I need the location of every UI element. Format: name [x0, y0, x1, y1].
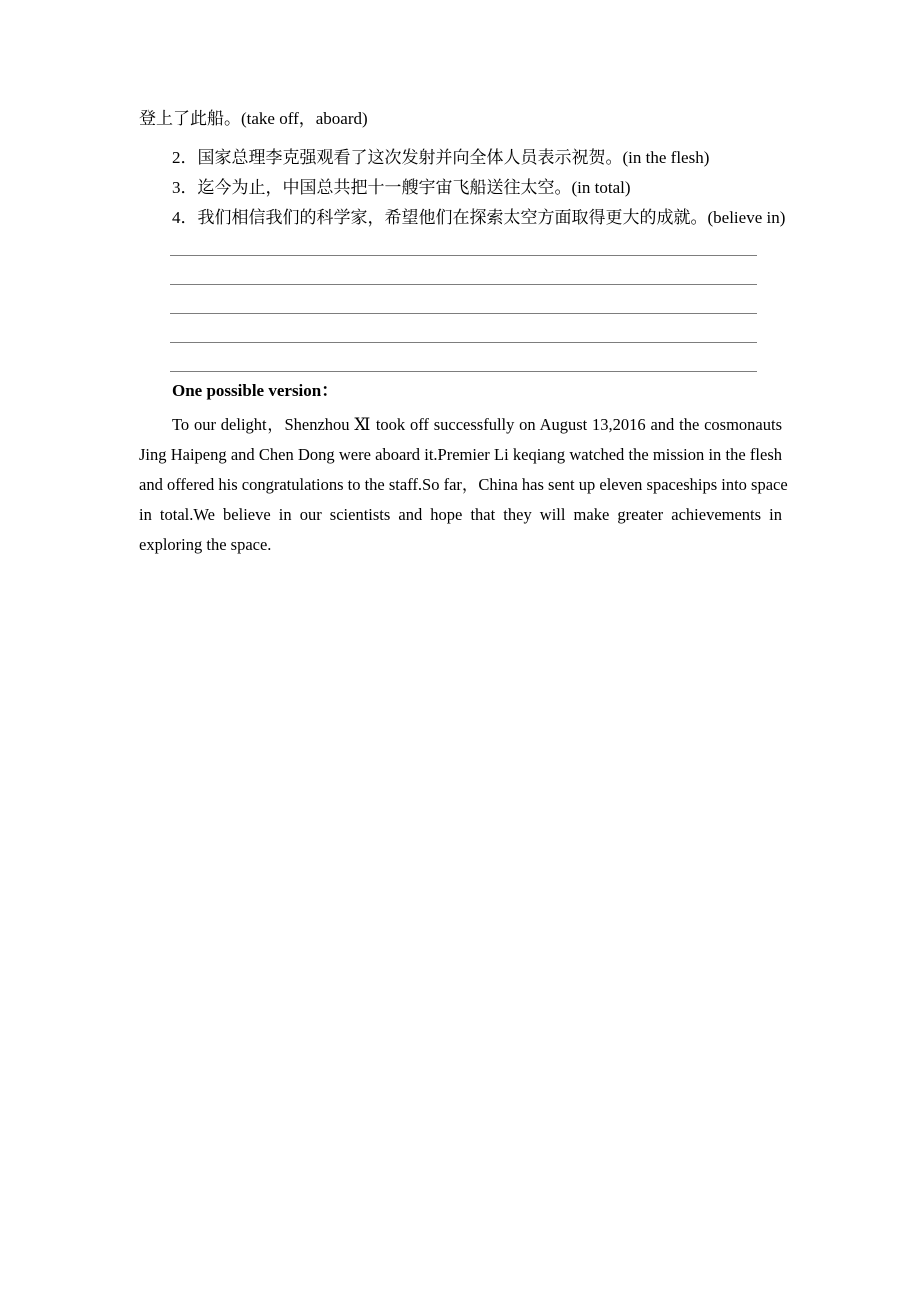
model-answer-line: Jing Haipeng and Chen Dong were aboard it.Premier Li keqiang watched the mission in the flesh — [139, 445, 782, 464]
exercise-item-4: 4．我们相信我们的科学家，希望他们在探索太空方面取得更大的成就。(believe in) — [172, 208, 786, 227]
answer-blank-line — [170, 233, 757, 256]
answer-blank-line — [170, 256, 757, 285]
model-answer-line: exploring the space. — [139, 535, 272, 554]
answer-heading: One possible version： — [172, 381, 339, 400]
exercise-item-2: 2．国家总理李克强观看了这次发射并向全体人员表示祝贺。(in the flesh) — [172, 148, 710, 167]
answer-blank-line — [170, 314, 757, 343]
model-answer-line: in total.We believe in our scientists and hope that they will make greater achievements in — [139, 505, 782, 524]
answer-blank-area — [170, 233, 757, 372]
model-answer-paragraph — [139, 410, 788, 560]
answer-blank-line — [170, 343, 757, 372]
sentence-continuation-line: 登上了此船。(take off，aboard) — [139, 109, 368, 128]
model-answer-line: To our delight，Shenzhou Ⅺ took off successfully on August 13,2016 and the cosmonauts — [172, 415, 782, 434]
answer-blank-line — [170, 285, 757, 314]
model-answer-line: and offered his congratulations to the staff.So far，China has sent up eleven spaceships into space — [139, 475, 788, 494]
exercise-item-3: 3．迄今为止，中国总共把十一艘宇宙飞船送往太空。(in total) — [172, 178, 631, 197]
document-content — [139, 104, 788, 560]
